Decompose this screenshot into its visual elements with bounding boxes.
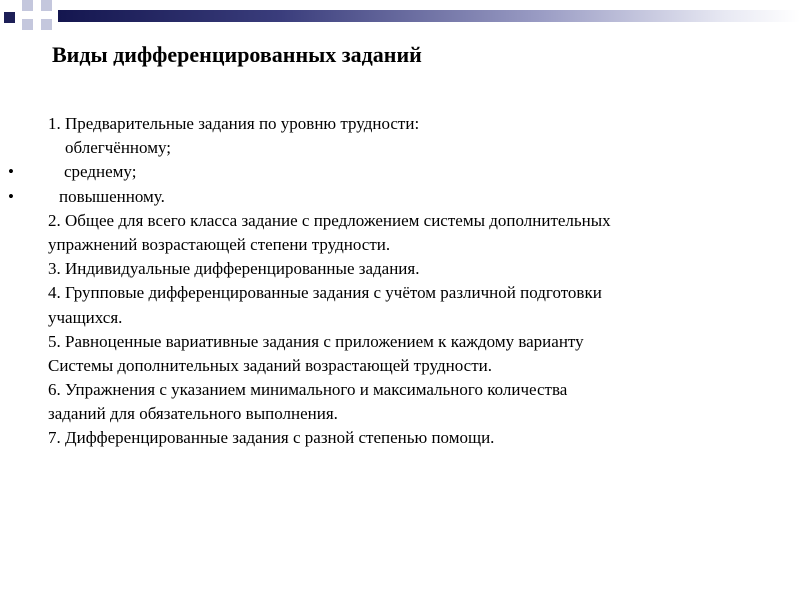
line-text: учащихся. [48,307,123,327]
text-line [0,233,800,257]
slide-title: Виды дифференцированных заданий [52,42,422,67]
line-text: 3. Индивидуальные дифференцированные задания. [48,259,420,279]
text-line [0,257,800,281]
line-text: упражнений возрастающей степени трудности. [48,234,391,254]
square-light [22,19,33,30]
square-light [41,19,52,30]
header-gradient-bar [58,10,800,22]
line-text: 1. Предварительные задания по уровню трудности: [48,114,420,133]
line-text: повышенному. [59,186,165,206]
line-text: заданий для обязательного выполнения. [48,404,338,424]
text-line [0,378,800,402]
text-line [0,112,800,136]
bullet-icon: • [8,162,14,182]
line-text: облегчённому; [65,138,171,158]
line-text: 6. Упражнения с указанием минимального и максимального количества [48,380,568,400]
bullet-item [0,185,800,209]
line-text: среднему; [64,162,137,182]
line-text: 5. Равноценные вариативные задания с приложением к каждому варианту [48,331,584,351]
text-line [0,136,800,160]
text-line [0,330,800,354]
text-line [0,426,800,450]
line-text: 4. Групповые дифференцированные задания с учётом различной подготовки [48,283,602,303]
bullet-item [0,160,800,184]
text-line [0,402,800,426]
decorative-squares [0,0,64,34]
text-line [0,209,800,233]
line-text: 7. Дифференцированные задания с разной степенью помощи. [48,428,495,448]
line-text: 2. Общее для всего класса задание с предложением системы дополнительных [48,210,611,230]
text-line [0,354,800,378]
text-line [0,306,800,330]
line-text: Системы дополнительных заданий возрастающей трудности. [48,355,492,375]
text-line [0,281,800,305]
slide-body [0,112,800,451]
square-light [41,0,52,11]
square-dark [4,12,15,23]
bullet-icon: • [8,186,14,206]
square-light [22,0,33,11]
